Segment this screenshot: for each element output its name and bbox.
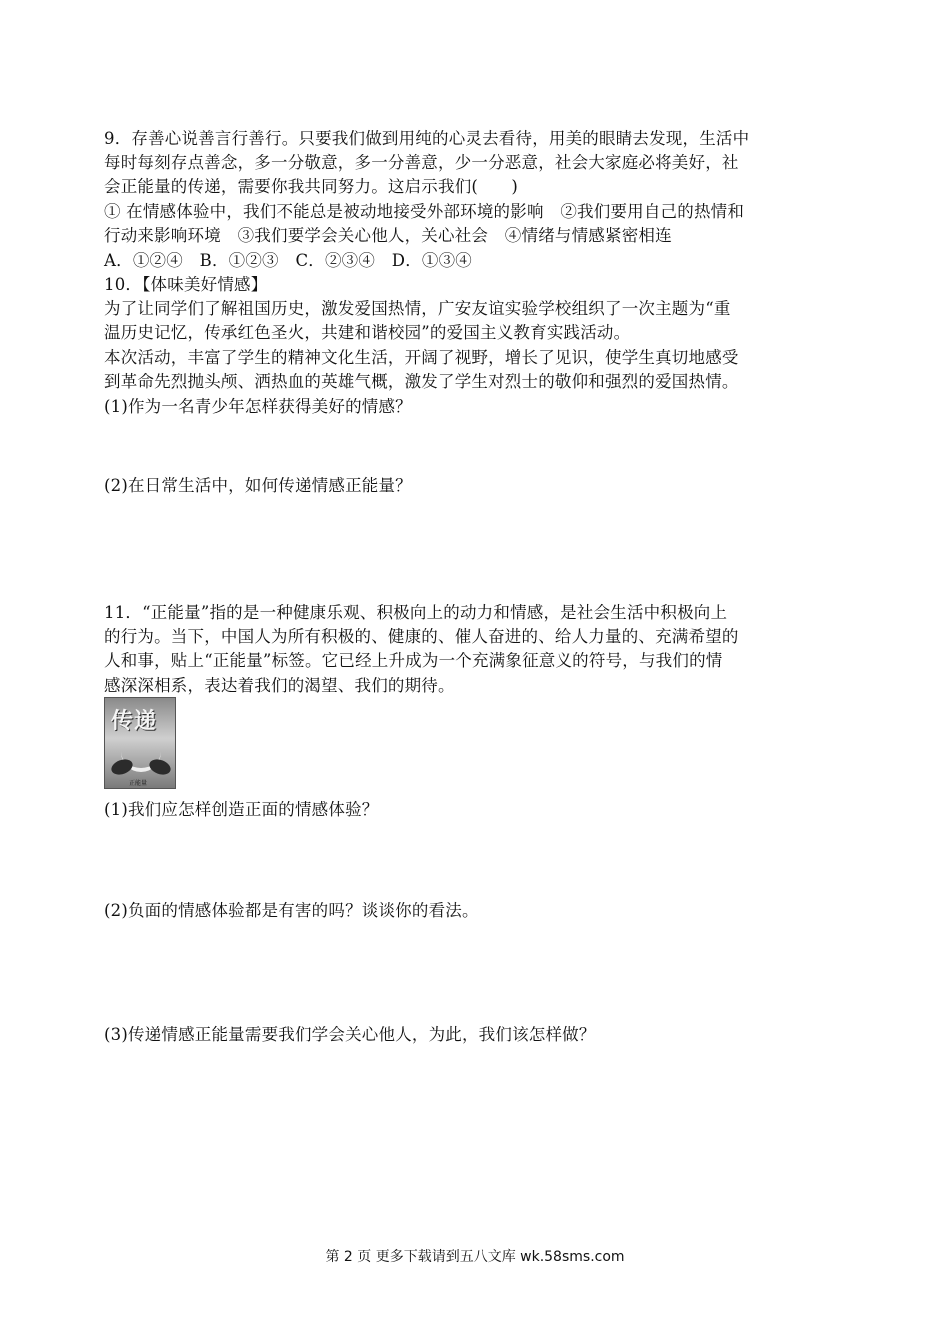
q10-heading: 10．【体味美好情感】	[104, 275, 268, 294]
q10-sub-question-2: (2)在日常生活中，如何传递情感正能量？	[104, 476, 412, 495]
q11-line: 的行为。当下，中国人为所有积极的、健康的、催人奋进的、给人力量的、充满希望的	[104, 627, 739, 646]
right-hand-shape	[147, 757, 172, 778]
q9-line: 9．存善心说善言行善行。只要我们做到用纯的心灵去看待，用美的眼睛去发现，生活中	[104, 129, 750, 148]
q11-sub-question-2: (2)负面的情感体验都是有害的吗？谈谈你的看法。	[104, 901, 479, 920]
q10-line: 本次活动，丰富了学生的精神文化生活，开阔了视野，增长了见识，使学生真切地感受	[104, 348, 739, 367]
q9-option-statements: ① 在情感体验中，我们不能总是被动地接受外部环境的影响 ②我们要用自己的热情和	[104, 202, 745, 221]
q11-line: 人和事，贴上“正能量”标签。它已经上升成为一个充满象征意义的符号，与我们的情	[104, 651, 723, 670]
page-footer: 第 2 页 更多下载请到五八文库 wk.58sms.com	[325, 1249, 625, 1265]
q9-line: 每时每刻存点善念，多一分敬意，多一分善意，少一分恶意，社会大家庭必将美好，社	[104, 153, 739, 172]
illustration-caption: 正能量	[129, 780, 148, 787]
q10-sub-question-1: (1)作为一名青少年怎样获得美好的情感？	[104, 397, 412, 416]
q9-line: 会正能量的传递，需要你我共同努力。这启示我们( )	[104, 177, 519, 196]
q11-line: 11．“正能量”指的是一种健康乐观、积极向上的动力和情感，是社会生活中积极向上	[104, 603, 728, 622]
illustration-title: 传递	[111, 709, 158, 734]
q11-sub-question-1: (1)我们应怎样创造正面的情感体验？	[104, 800, 379, 819]
q10-line: 温历史记忆，传承红色圣火，共建和谐校园”的爱国主义教育实践活动。	[104, 323, 631, 342]
q11-line: 感深深相系，表达着我们的渴望、我们的期待。	[104, 676, 455, 695]
q11-sub-question-3: (3)传递情感正能量需要我们学会关心他人，为此，我们该怎样做？	[104, 1025, 596, 1044]
q9-answer-choices: A．①②④ B．①②③ C．②③④ D．①③④	[104, 251, 472, 270]
positive-energy-illustration	[104, 697, 176, 789]
q10-line: 为了让同学们了解祖国历史，激发爱国热情，广安友谊实验学校组织了一次主题为“重	[104, 299, 731, 318]
q9-option-statements: 行动来影响环境 ③我们要学会关心他人，关心社会 ④情绪与情感紧密相连	[104, 226, 672, 245]
q10-line: 到革命先烈抛头颅、洒热血的英雄气概，激发了学生对烈士的敬仰和强烈的爱国热情。	[104, 372, 739, 391]
